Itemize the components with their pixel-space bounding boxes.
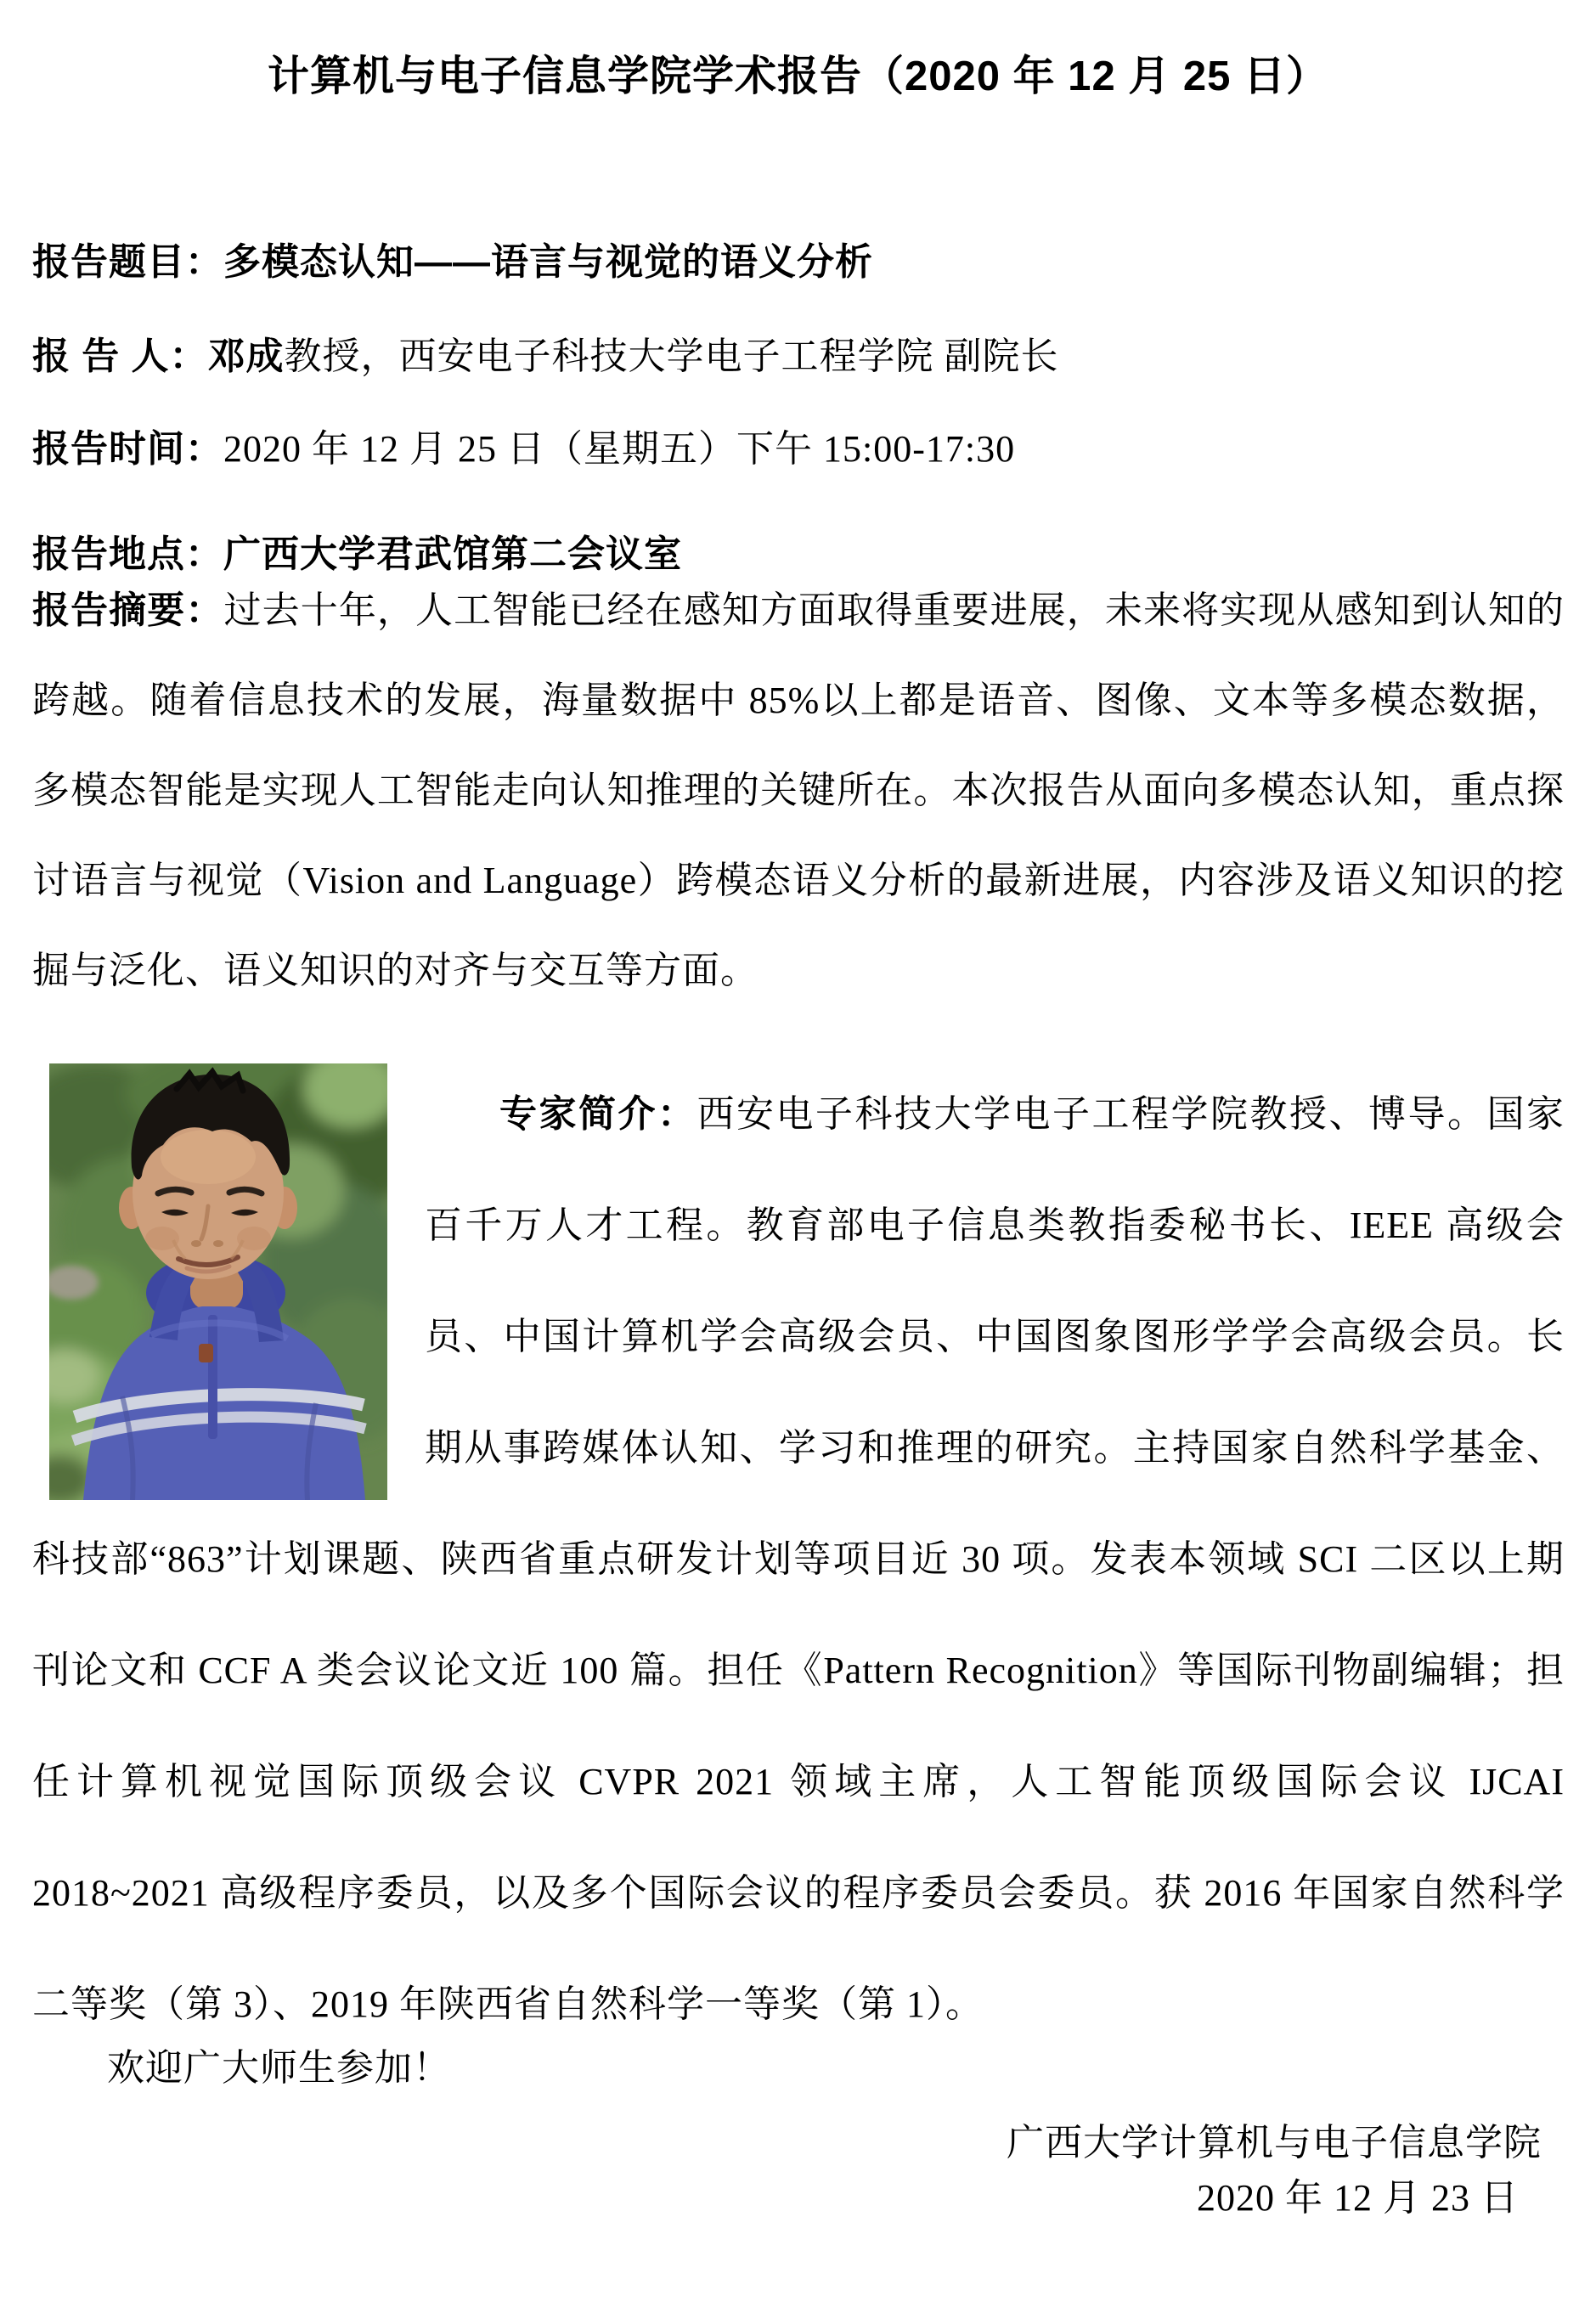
report-time-value: 2020 年 12 月 25 日（星期五）下午 15:00-17:30 — [223, 428, 1016, 470]
abstract-text: 过去十年，人工智能已经在感知方面取得重要进展，未来将实现从感知到认知的跨越。随着信息技术的发展，海量数据中 85%以上都是语音、图像、文本等多模态数据，多模态智能是实现人工智能走向认知推理的关键所在。本次报告从面向多模态认知，重点探讨语言与视觉（Vision and Language）跨模态语义分析的最新进展，内容涉及语义知识的挖掘与泛化、语义知识的对齐与交互等方面。 — [32, 589, 1565, 991]
report-venue-value: 广西大学君武馆第二会议室 — [223, 533, 682, 575]
abstract-label: 报告摘要： — [32, 589, 224, 631]
report-time-line — [32, 418, 1015, 472]
signature-date: 2020 年 12 月 23 日 — [1197, 2177, 1519, 2219]
speaker-bio-section — [32, 1058, 1565, 2060]
report-venue-label: 报告地点： — [32, 533, 223, 575]
report-time-label: 报告时间： — [32, 428, 223, 470]
bio-text: 西安电子科技大学电子工程学院教授、博导。国家百千万人才工程。教育部电子信息类教指委秘书长、IEEE 高级会员、中国计算机学会高级会员、中国图象图形学学会高级会员。长期从事跨媒体认知、学习和推理的研究。主持国家自然科学基金、科技部“863”计划课题、陕西省重点研发计划等项目近 30 项。发表本领域 SCI 二区以上期刊论文和 CCF A 类会议论文近 100 篇。担任《Pattern Recognition》等国际刊物副编辑；担任计算机视觉国际顶级会议 CVPR 2021 领域主席，人工智能顶级国际会议 IJCAI 2018~2021 高级程序委员，以及多个国际会议的程序委员会委员。获 2016 年国家自然科学二等奖（第 3）、2019 年陕西省自然科学一等奖（第 1）。 — [32, 1093, 1565, 2025]
closing-line: 欢迎广大师生参加！ — [107, 2047, 451, 2089]
report-topic-line — [32, 231, 873, 285]
report-topic-label: 报告题目： — [32, 241, 223, 283]
report-speaker-desc: 教授，西安电子科技大学电子工程学院 副院长 — [284, 336, 1059, 377]
bio-label: 专家简介： — [499, 1093, 697, 1135]
report-speaker-label: 报 告 人： — [32, 336, 208, 377]
report-topic-value: 多模态认知——语言与视觉的语义分析 — [223, 241, 873, 283]
report-abstract — [32, 566, 1565, 1016]
signature-org: 广西大学计算机与电子信息学院 — [1007, 2122, 1542, 2163]
report-speaker-name: 邓成 — [207, 336, 285, 377]
speaker-photo — [49, 1063, 387, 1500]
document-title: 计算机与电子信息学院学术报告（2020 年 12 月 25 日） — [267, 53, 1329, 99]
report-speaker-line — [32, 325, 1058, 380]
